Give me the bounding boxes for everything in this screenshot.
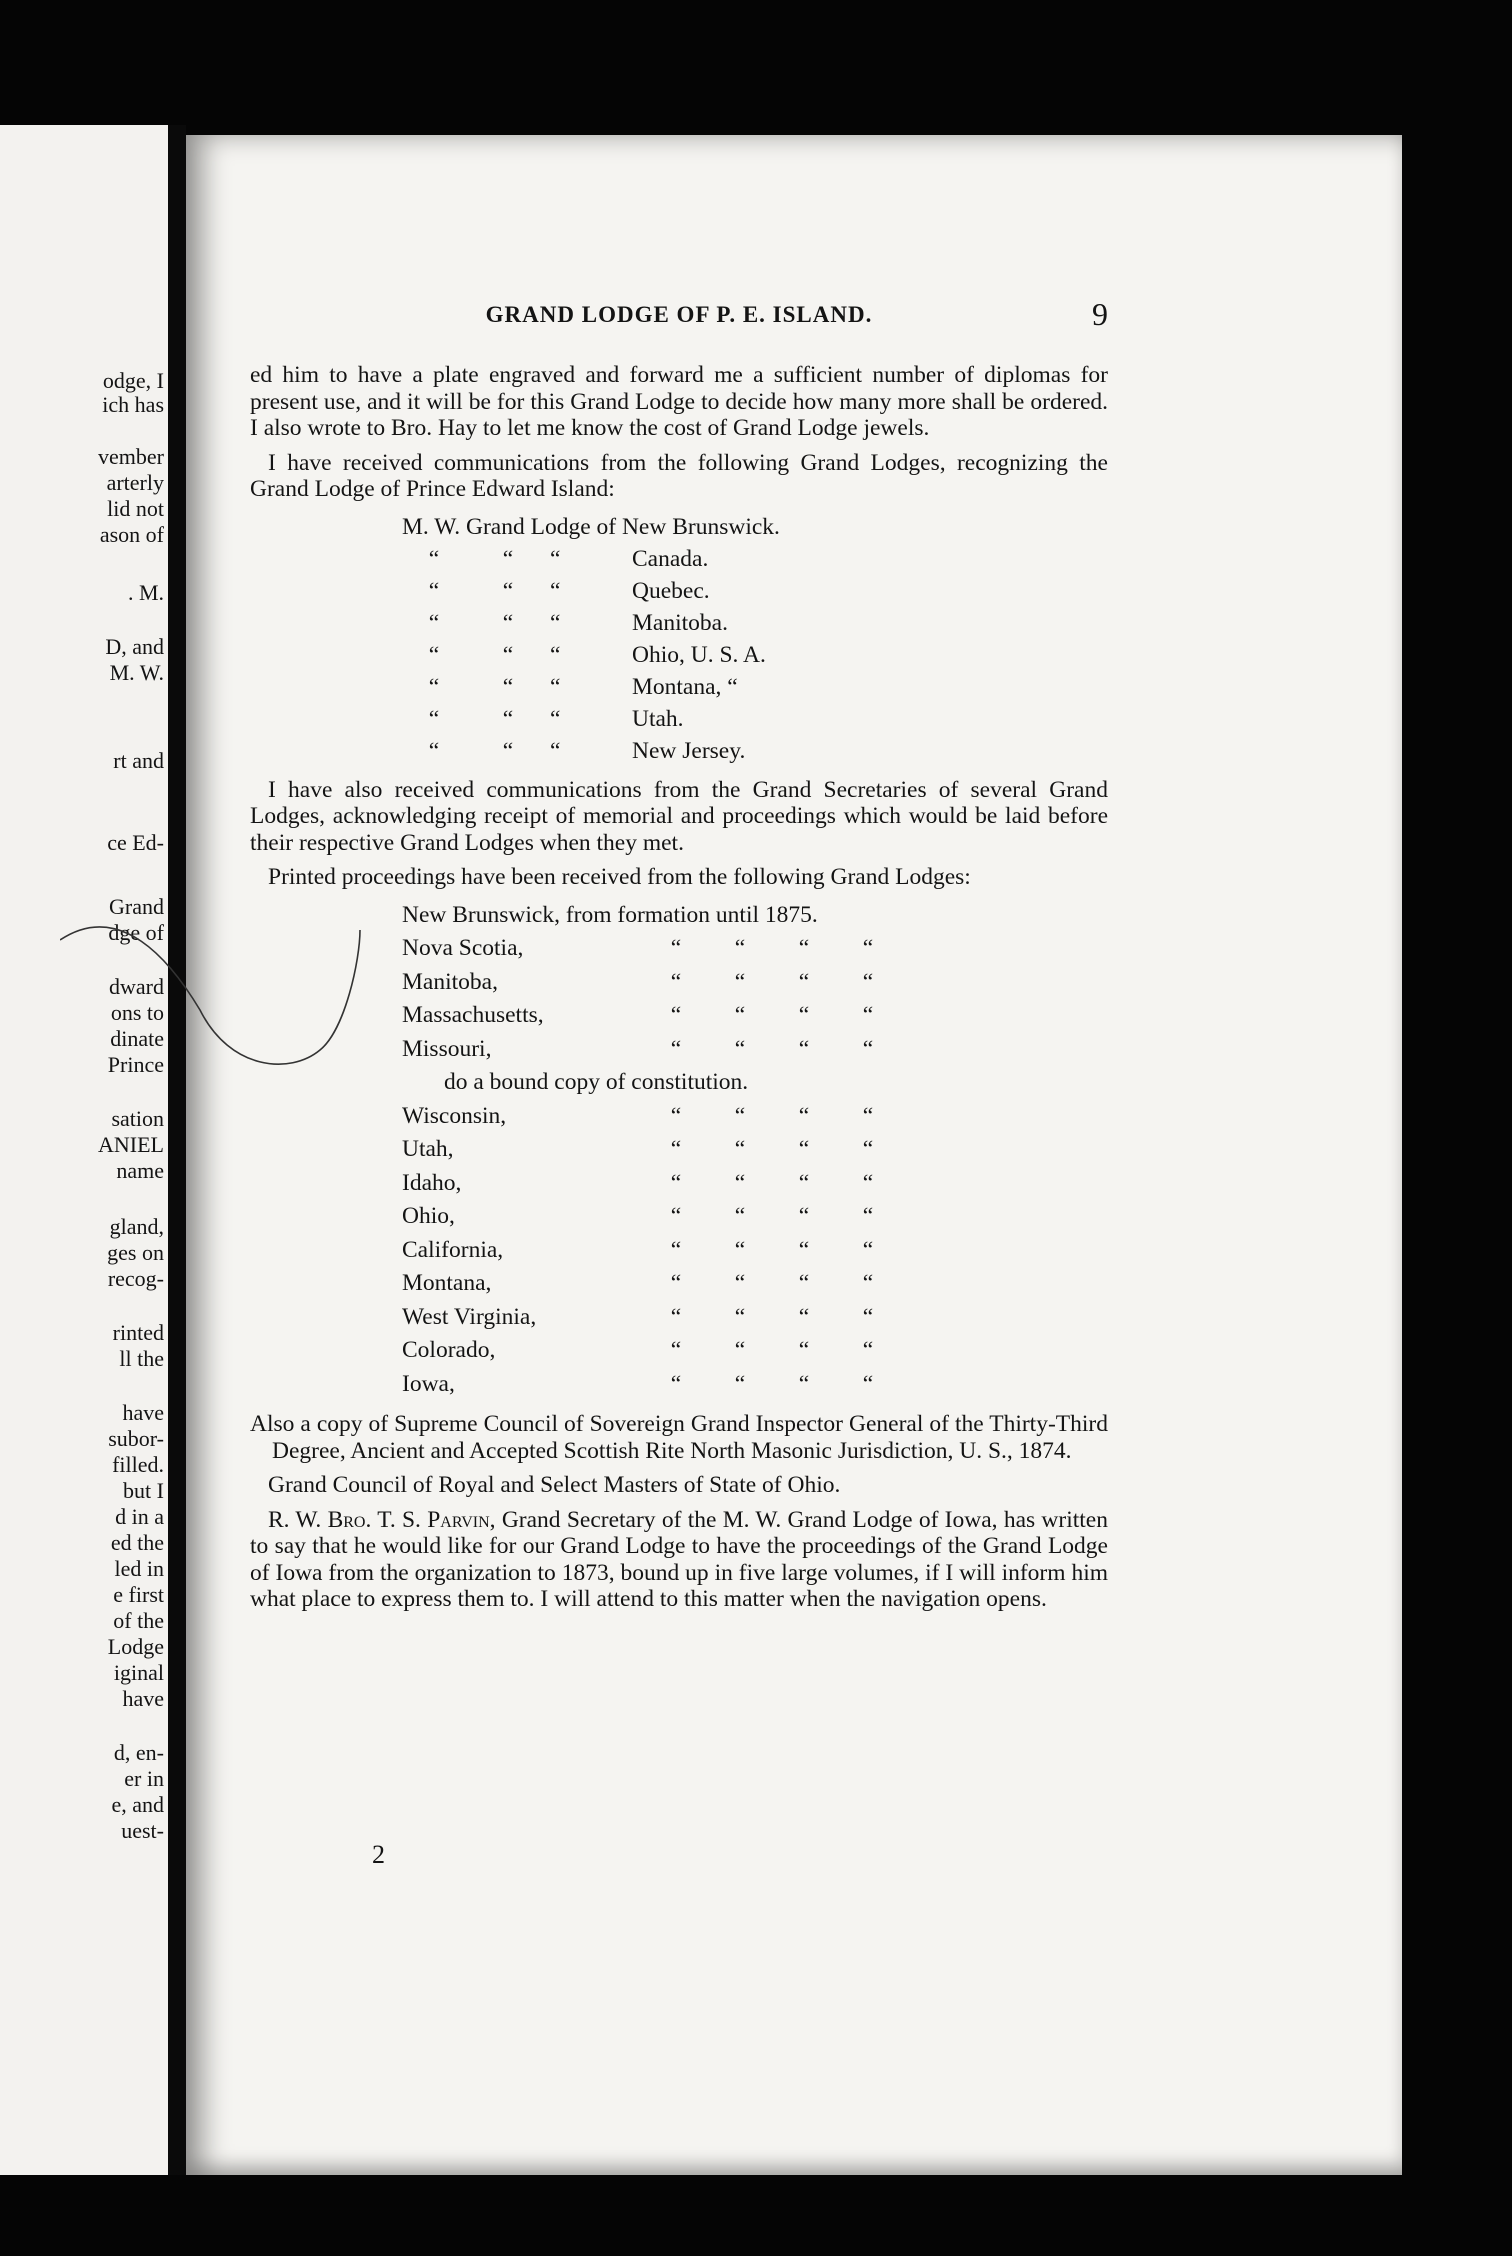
- ditto-mark: “: [428, 673, 440, 700]
- paragraph-grand-council: Grand Council of Royal and Select Masters of State of Ohio.: [268, 1472, 841, 1498]
- ditto-mark: “: [428, 609, 440, 636]
- paragraph-continuation: ed him to have a plate engraved and forward me a sufficient number of diplomas for present use, and it will be for this Grand Lodge to decide how many more shall be ordered. I also wrote to Bro. Hay to let me know the cost of Grand Lodge jewels.: [250, 362, 1108, 441]
- lodge-row: [402, 575, 1108, 607]
- left-page-fragment: dge of: [108, 920, 164, 945]
- ditto-mark: “: [862, 1169, 874, 1196]
- proceedings-state: Manitoba,: [402, 968, 498, 995]
- proceedings-row: [402, 1100, 1108, 1134]
- book-gutter: [168, 125, 186, 2175]
- left-page-fragment: rt and: [113, 748, 164, 773]
- lodge-name: Utah.: [632, 705, 684, 732]
- proceedings-row: [402, 999, 1108, 1033]
- ditto-mark: “: [862, 1035, 874, 1062]
- ditto-mark: “: [798, 935, 810, 961]
- proceedings-list: [402, 899, 1108, 1402]
- ditto-mark: “: [734, 1370, 746, 1397]
- ditto-mark: “: [670, 1270, 682, 1296]
- proceedings-row: [402, 1133, 1108, 1167]
- proceedings-row: [402, 932, 1108, 966]
- paragraph-acknowledgements: I have also received communications from the Grand Secretaries of several Grand Lodges, acknowledging receipt of memorial and proceedings which would be laid before their respective Grand Lodges when they met.: [250, 776, 1108, 856]
- ditto-mark: “: [670, 1035, 682, 1062]
- ditto-mark: “: [862, 1270, 874, 1296]
- ditto-mark: “: [862, 1203, 874, 1229]
- left-page-fragment: ason of: [99, 522, 164, 547]
- proceedings-state: California,: [402, 1236, 504, 1263]
- proceedings-state: West Virginia,: [402, 1303, 537, 1330]
- ditto-mark: “: [862, 1303, 874, 1330]
- ditto-mark: “: [670, 1236, 682, 1263]
- ditto-mark: “: [502, 641, 514, 668]
- ditto-mark: “: [798, 1270, 810, 1296]
- proceedings-row-first: [402, 899, 1108, 933]
- ditto-mark: “: [670, 968, 682, 995]
- proceedings-row: [402, 1167, 1108, 1201]
- ditto-mark: “: [734, 1337, 746, 1363]
- proceedings-state: Colorado,: [402, 1337, 496, 1363]
- lodge-row-first: [402, 511, 1108, 543]
- left-page-fragment: uest-: [121, 1818, 164, 1843]
- left-page-fragment: Grand: [109, 894, 164, 919]
- ditto-mark: “: [734, 1270, 746, 1296]
- left-page-fragment: gland,: [109, 1214, 164, 1239]
- left-page-fragment: er in: [124, 1766, 164, 1791]
- ditto-mark: “: [502, 545, 514, 572]
- proceedings-note: [402, 1066, 1108, 1100]
- left-page-fragment: filled.: [112, 1452, 164, 1477]
- paragraph-printed-proceedings: Printed proceedings have been received from the following Grand Lodges:: [268, 864, 971, 890]
- ditto-mark: “: [502, 673, 514, 700]
- ditto-mark: “: [734, 1002, 746, 1028]
- ditto-mark: “: [798, 1303, 810, 1330]
- ditto-mark: “: [428, 641, 440, 668]
- left-page-fragment: Prince: [107, 1052, 164, 1077]
- left-page-fragment: ges on: [107, 1240, 164, 1265]
- left-page-fragment: dward: [109, 974, 164, 999]
- left-page-fragment: iginal: [113, 1660, 164, 1685]
- left-page-fragment: have: [122, 1686, 164, 1711]
- proceedings-row: [402, 966, 1108, 1000]
- parvin-text: , Grand Secretary of the M. W. Grand Lodge of Iowa, has written to say that he would like for our Grand Lodge to have the proceedings of the Grand Lodge of Iowa from the organization to 1873, bound up in five large volumes, if I will inform him what place to express them to. I will attend to this matter when the navigation opens.: [250, 1506, 1108, 1612]
- proceedings-row: [402, 1234, 1108, 1268]
- left-page-fragment: lid not: [107, 496, 164, 521]
- lodge-row: [402, 671, 1108, 703]
- left-page-fragment: Lodge: [107, 1634, 164, 1659]
- proceedings-row: [402, 1334, 1108, 1368]
- ditto-mark: “: [862, 968, 874, 995]
- proceedings-state: Idaho,: [402, 1169, 462, 1196]
- left-page-fragment: ce Ed-: [107, 830, 164, 855]
- ditto-mark: “: [670, 1169, 682, 1196]
- ditto-mark: “: [734, 1303, 746, 1330]
- proceedings-row: [402, 1301, 1108, 1335]
- left-page-fragment: M. W.: [109, 660, 164, 685]
- ditto-mark: “: [670, 1102, 682, 1129]
- ditto-mark: “: [734, 1236, 746, 1263]
- proceedings-state: Iowa,: [402, 1370, 455, 1397]
- left-page-fragment: . M.: [127, 580, 164, 605]
- left-page-fragment: subor-: [108, 1426, 164, 1451]
- left-page-fragment: ed the: [110, 1530, 164, 1555]
- lodge-row: [402, 639, 1108, 671]
- proceedings-state: Massachusetts,: [402, 1002, 544, 1028]
- ditto-mark: “: [862, 935, 874, 961]
- ditto-mark: “: [798, 1337, 810, 1363]
- running-head: [250, 296, 1108, 334]
- ditto-mark: “: [550, 577, 561, 604]
- ditto-mark: “: [550, 609, 561, 636]
- left-page-fragment: vember: [98, 444, 164, 469]
- left-page-fragment: of the: [113, 1608, 164, 1633]
- paragraph-supreme-council: Also a copy of Supreme Council of Sovereign Grand Inspector General of the Thirty-Third Degree, Ancient and Accepted Scottish Rite North Masonic Jurisdiction, U. S., 1874.: [250, 1411, 1108, 1464]
- ditto-mark: “: [502, 609, 514, 636]
- pencil-curve-mark: [60, 900, 370, 1080]
- ditto-mark: “: [428, 705, 440, 732]
- left-page-fragment: ich has: [102, 392, 164, 417]
- page-number: 9: [1092, 296, 1108, 332]
- ditto-mark: “: [734, 1169, 746, 1196]
- ditto-mark: “: [550, 673, 561, 700]
- lodge-name: Montana, “: [632, 673, 738, 700]
- left-page-fragment: have: [122, 1400, 164, 1425]
- ditto-mark: “: [734, 935, 746, 961]
- ditto-mark: “: [862, 1002, 874, 1028]
- left-page-fragment: but I: [123, 1478, 164, 1503]
- ditto-mark: “: [798, 1370, 810, 1397]
- ditto-mark: “: [734, 1102, 746, 1129]
- ditto-mark: “: [428, 737, 440, 764]
- ditto-mark: “: [798, 1136, 810, 1162]
- ditto-mark: “: [670, 1203, 682, 1229]
- ditto-mark: “: [670, 1002, 682, 1028]
- paragraph-parvin: [250, 1507, 1108, 1613]
- proceedings-state: Missouri,: [402, 1035, 492, 1062]
- ditto-mark: “: [734, 1136, 746, 1162]
- proceedings-row: [402, 1200, 1108, 1234]
- ditto-mark: “: [550, 705, 561, 732]
- ditto-mark: “: [862, 1236, 874, 1263]
- ditto-mark: “: [550, 545, 561, 572]
- lodge-name: Canada.: [632, 545, 709, 572]
- lodge-name: Ohio, U. S. A.: [632, 641, 766, 668]
- left-page-fragment: ons to: [110, 1000, 164, 1025]
- proceedings-row: [402, 1267, 1108, 1301]
- left-page-fragment: arterly: [106, 470, 164, 495]
- ditto-mark: “: [550, 737, 561, 764]
- ditto-mark: “: [670, 935, 682, 961]
- lodge-row: [402, 607, 1108, 639]
- left-page-fragment: recog-: [107, 1266, 164, 1291]
- ditto-mark: “: [502, 577, 514, 604]
- left-page-fragment: ll the: [119, 1346, 164, 1371]
- proceedings-first: New Brunswick, from formation until 1875.: [402, 901, 818, 928]
- ditto-mark: “: [670, 1370, 682, 1397]
- ditto-mark: “: [798, 1102, 810, 1129]
- proceedings-state: Ohio,: [402, 1203, 455, 1229]
- proceedings-state: Nova Scotia,: [402, 935, 524, 961]
- ditto-mark: “: [428, 545, 440, 572]
- lodge-row: [402, 703, 1108, 735]
- proceedings-state: Wisconsin,: [402, 1102, 507, 1129]
- parvin-name: R. W. Bro. T. S. Parvin: [268, 1506, 490, 1533]
- left-page-fragment: d, en-: [113, 1740, 164, 1765]
- ditto-mark: “: [798, 1203, 810, 1229]
- proceedings-row: [402, 1033, 1108, 1067]
- ditto-mark: “: [798, 968, 810, 995]
- lodge-list: [402, 511, 1108, 767]
- ditto-mark: “: [670, 1136, 682, 1162]
- running-head-title: GRAND LODGE OF P. E. ISLAND.: [485, 302, 873, 327]
- ditto-mark: “: [428, 577, 440, 604]
- ditto-mark: “: [670, 1337, 682, 1363]
- proceedings-state: Utah,: [402, 1136, 454, 1162]
- ditto-mark: “: [502, 705, 514, 732]
- ditto-mark: “: [670, 1303, 682, 1330]
- left-page-fragment: dinate: [110, 1026, 164, 1051]
- ditto-mark: “: [862, 1337, 874, 1363]
- ditto-mark: “: [862, 1102, 874, 1129]
- ditto-mark: “: [734, 1203, 746, 1229]
- lodge-first: M. W. Grand Lodge of New Brunswick.: [402, 513, 780, 540]
- left-page-fragment: ANIEL: [98, 1132, 164, 1157]
- left-page-fragment: sation: [111, 1106, 164, 1131]
- ditto-mark: “: [862, 1136, 874, 1162]
- ditto-mark: “: [734, 1035, 746, 1062]
- left-page-fragment: rinted: [112, 1320, 164, 1345]
- ditto-mark: “: [734, 968, 746, 995]
- ditto-mark: “: [798, 1169, 810, 1196]
- ditto-mark: “: [550, 641, 561, 668]
- left-facing-page: [0, 125, 168, 2175]
- left-page-fragment: name: [116, 1158, 164, 1183]
- lodge-name: New Jersey.: [632, 737, 746, 764]
- lodge-row: [402, 735, 1108, 767]
- left-page-fragment: d in a: [115, 1504, 164, 1529]
- ditto-mark: “: [502, 737, 514, 764]
- lodge-name: Quebec.: [632, 577, 710, 604]
- lodge-row: [402, 543, 1108, 575]
- ditto-mark: “: [798, 1035, 810, 1062]
- ditto-mark: “: [862, 1370, 874, 1397]
- left-page-fragment: led in: [114, 1556, 164, 1581]
- left-page-fragment: e, and: [111, 1792, 164, 1817]
- left-page-fragment: e first: [113, 1582, 164, 1607]
- left-page-fragment: D, and: [105, 634, 164, 659]
- signature-mark: 2: [372, 1840, 385, 1869]
- proceedings-row: [402, 1368, 1108, 1402]
- proceedings-state: Montana,: [402, 1270, 492, 1296]
- proceedings-note-text: do a bound copy of constitution.: [444, 1069, 749, 1095]
- ditto-mark: “: [798, 1236, 810, 1263]
- ditto-mark: “: [798, 1002, 810, 1028]
- lodge-name: Manitoba.: [632, 609, 728, 636]
- body-text: [250, 362, 1108, 1621]
- paragraph-recognitions: I have received communications from the following Grand Lodges, recognizing the Grand Lodge of Prince Edward Island:: [250, 449, 1108, 502]
- left-page-fragment: odge, I: [102, 368, 164, 393]
